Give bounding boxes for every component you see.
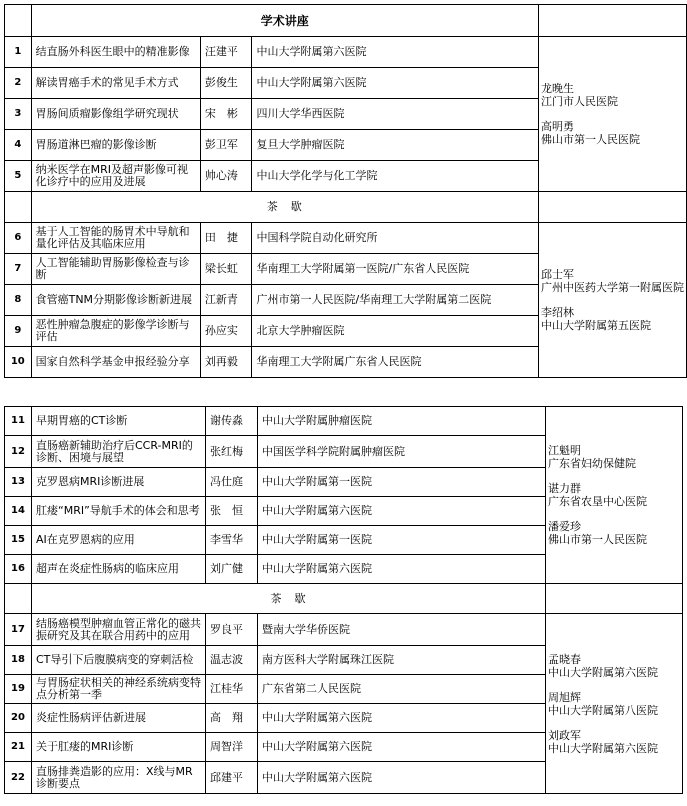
lecture-number: 3 bbox=[5, 99, 32, 130]
tea-break-chair-cell bbox=[546, 584, 683, 614]
chair-institution: 中山大学附属第八医院 bbox=[548, 703, 658, 717]
lecture-number: 5 bbox=[5, 161, 32, 192]
chair bbox=[548, 729, 680, 755]
lecture-number: 4 bbox=[5, 130, 32, 161]
header-chair-cell bbox=[538, 5, 686, 37]
chair-name: 潘爱珍 bbox=[548, 520, 581, 533]
lecture-title: 超声在炎症性肠病的临床应用 bbox=[32, 555, 206, 584]
chair-name: 刘政军 bbox=[548, 728, 581, 742]
lecture-title: 纳米医学在MRI及超声影像可视化诊疗中的应用及进展 bbox=[31, 161, 200, 192]
speaker-name: 孙应实 bbox=[200, 316, 252, 347]
chair bbox=[548, 691, 680, 717]
lecture-number: 9 bbox=[5, 316, 32, 347]
speaker-institution: 中山大学附属第六医院 bbox=[258, 762, 546, 794]
lecture-number: 7 bbox=[5, 254, 32, 285]
chair-institution: 佛山市第一人民医院 bbox=[548, 533, 647, 546]
speaker-institution: 中山大学附属肿瘤医院 bbox=[258, 407, 546, 436]
lecture-title: AI在克罗恩病的应用 bbox=[32, 526, 206, 555]
chair-name: 谌力群 bbox=[548, 482, 581, 495]
speaker-name: 周智洋 bbox=[206, 733, 258, 762]
speaker-institution: 中山大学附属第六医院 bbox=[258, 704, 546, 733]
chair-institution: 中山大学附属第五医院 bbox=[540, 319, 651, 332]
tea-break-number-cell bbox=[5, 584, 32, 614]
lecture-title: 食管癌TNM分期影像诊断新进展 bbox=[31, 285, 200, 316]
lecture-number: 21 bbox=[5, 733, 32, 762]
speaker-institution: 中国医学科学院附属肿瘤医院 bbox=[258, 436, 546, 468]
lecture-number: 17 bbox=[5, 614, 32, 646]
lecture-row bbox=[5, 407, 683, 436]
speaker-name: 江新青 bbox=[200, 285, 252, 316]
speaker-name: 高 翔 bbox=[206, 704, 258, 733]
speaker-institution: 中山大学附属第六医院 bbox=[258, 497, 546, 526]
speaker-name: 冯仕庭 bbox=[206, 468, 258, 497]
chair bbox=[548, 520, 680, 546]
lecture-number: 18 bbox=[5, 646, 32, 675]
lecture-title: 关于肛瘘的MRI诊断 bbox=[32, 733, 206, 762]
speaker-name: 汪建平 bbox=[200, 37, 252, 68]
speaker-institution: 复旦大学肿瘤医院 bbox=[252, 130, 538, 161]
lecture-number: 2 bbox=[5, 68, 32, 99]
chair bbox=[541, 268, 684, 294]
lecture-number: 10 bbox=[5, 347, 32, 378]
lecture-title: 人工智能辅助胃肠影像检查与诊断 bbox=[31, 254, 200, 285]
speaker-institution: 中山大学化学与化工学院 bbox=[252, 161, 538, 192]
lecture-title: 肛瘘“MRI”导航手术的体会和思考 bbox=[32, 497, 206, 526]
speaker-institution: 中山大学附属第六医院 bbox=[252, 37, 538, 68]
lecture-title: 克罗恩病MRI诊断进展 bbox=[32, 468, 206, 497]
speaker-name: 田 捷 bbox=[200, 223, 252, 254]
lecture-row bbox=[5, 223, 687, 254]
tea-break-label: 茶 歇 bbox=[32, 584, 546, 614]
chair-name: 孟晓春 bbox=[548, 652, 581, 666]
lecture-title: CT导引下后腹膜病变的穿刺活检 bbox=[32, 646, 206, 675]
speaker-name: 江桂华 bbox=[206, 675, 258, 704]
chair-institution: 广州中医药大学第一附属医院 bbox=[540, 281, 684, 294]
lecture-number: 8 bbox=[5, 285, 32, 316]
session-chairs bbox=[538, 223, 686, 378]
lecture-title: 解读胃癌手术的常见手术方式 bbox=[31, 68, 200, 99]
speaker-name: 温志波 bbox=[206, 646, 258, 675]
chair bbox=[541, 306, 684, 332]
chair-name: 周旭辉 bbox=[548, 690, 581, 704]
lecture-number: 20 bbox=[5, 704, 32, 733]
chair bbox=[548, 653, 680, 679]
speaker-institution: 中山大学附属第六医院 bbox=[252, 68, 538, 99]
lecture-title: 结肠癌模型肿瘤血管正常化的磁共振研究及其在联合用药中的应用 bbox=[32, 614, 206, 646]
lecture-schedule-table-2 bbox=[4, 406, 683, 794]
speaker-institution: 北京大学肿瘤医院 bbox=[252, 316, 538, 347]
lecture-title: 早期胃癌的CT诊断 bbox=[32, 407, 206, 436]
header-number-cell bbox=[5, 5, 32, 37]
speaker-name: 梁长虹 bbox=[200, 254, 252, 285]
section-header: 学术讲座 bbox=[31, 5, 538, 37]
speaker-name: 刘再毅 bbox=[200, 347, 252, 378]
lecture-title: 胃肠间质瘤影像组学研究现状 bbox=[31, 99, 200, 130]
speaker-institution: 南方医科大学附属珠江医院 bbox=[258, 646, 546, 675]
session-chairs bbox=[546, 614, 683, 794]
tea-break-number-cell bbox=[5, 192, 32, 223]
chair bbox=[541, 82, 684, 108]
speaker-name: 彭卫军 bbox=[200, 130, 252, 161]
schedule-body-2 bbox=[5, 407, 683, 794]
chair-institution: 江门市人民医院 bbox=[540, 95, 618, 108]
speaker-name: 李雪华 bbox=[206, 526, 258, 555]
speaker-institution: 中山大学附属第一医院 bbox=[258, 526, 546, 555]
lecture-title: 国家自然科学基金申报经验分享 bbox=[31, 347, 200, 378]
chair-name: 江魁明 bbox=[548, 444, 581, 457]
tea-break-row bbox=[5, 584, 683, 614]
session-chairs bbox=[538, 37, 686, 192]
lecture-row bbox=[5, 614, 683, 646]
chair bbox=[548, 444, 680, 470]
lecture-title: 结直肠外科医生眼中的精准影像 bbox=[31, 37, 200, 68]
lecture-title: 恶性肿瘤急腹症的影像学诊断与评估 bbox=[31, 316, 200, 347]
speaker-institution: 中山大学附属第六医院 bbox=[258, 555, 546, 584]
chair-institution: 佛山市第一人民医院 bbox=[540, 133, 640, 146]
lecture-number: 19 bbox=[5, 675, 32, 704]
lecture-title: 胃肠道淋巴瘤的影像诊断 bbox=[31, 130, 200, 161]
lecture-title: 基于人工智能的肠胃术中导航和量化评估及其临床应用 bbox=[31, 223, 200, 254]
lecture-title: 炎症性肠病评估新进展 bbox=[32, 704, 206, 733]
speaker-institution: 中国科学院自动化研究所 bbox=[252, 223, 538, 254]
section-header-row bbox=[5, 5, 687, 37]
lecture-number: 16 bbox=[5, 555, 32, 584]
speaker-name: 张红梅 bbox=[206, 436, 258, 468]
speaker-name: 帅心涛 bbox=[200, 161, 252, 192]
lecture-number: 6 bbox=[5, 223, 32, 254]
speaker-name: 罗良平 bbox=[206, 614, 258, 646]
chair-name: 龙晚生 bbox=[540, 82, 574, 95]
chair-institution: 中山大学附属第六医院 bbox=[548, 665, 658, 679]
chair-name: 高明勇 bbox=[540, 120, 574, 133]
chair bbox=[541, 120, 684, 146]
chair-institution: 中山大学附属第六医院 bbox=[548, 741, 658, 755]
speaker-institution: 中山大学附属第六医院 bbox=[258, 733, 546, 762]
lecture-number: 12 bbox=[5, 436, 32, 468]
lecture-schedule-table-1 bbox=[4, 4, 687, 378]
lecture-number: 13 bbox=[5, 468, 32, 497]
speaker-name: 邱建平 bbox=[206, 762, 258, 794]
speaker-name: 宋 彬 bbox=[200, 99, 252, 130]
chair bbox=[548, 482, 680, 508]
chair-name: 邱士军 bbox=[540, 268, 574, 281]
lecture-row bbox=[5, 37, 687, 68]
tea-break-chair-cell bbox=[538, 192, 686, 223]
lecture-number: 1 bbox=[5, 37, 32, 68]
chair-institution: 广东省妇幼保健院 bbox=[548, 457, 636, 470]
lecture-number: 14 bbox=[5, 497, 32, 526]
chair-institution: 广东省农垦中心医院 bbox=[548, 495, 647, 508]
lecture-title: 与胃肠症状相关的神经系统病变特点分析第一季 bbox=[32, 675, 206, 704]
lecture-number: 15 bbox=[5, 526, 32, 555]
tea-break-label: 茶 歇 bbox=[31, 192, 538, 223]
speaker-name: 谢传淼 bbox=[206, 407, 258, 436]
speaker-name: 张 恒 bbox=[206, 497, 258, 526]
speaker-institution: 广州市第一人民医院/华南理工大学附属第二医院 bbox=[252, 285, 538, 316]
schedule-body-1 bbox=[5, 5, 687, 378]
speaker-institution: 暨南大学华侨医院 bbox=[258, 614, 546, 646]
session-chairs bbox=[546, 407, 683, 584]
lecture-title: 直肠排粪造影的应用：X线与MR诊断要点 bbox=[32, 762, 206, 794]
speaker-institution: 中山大学附属第一医院 bbox=[258, 468, 546, 497]
speaker-institution: 华南理工大学附属第一医院/广东省人民医院 bbox=[252, 254, 538, 285]
speaker-name: 刘广健 bbox=[206, 555, 258, 584]
lecture-title: 直肠癌新辅助治疗后CCR-MRI的诊断、困境与展望 bbox=[32, 436, 206, 468]
speaker-institution: 广东省第二人民医院 bbox=[258, 675, 546, 704]
lecture-number: 22 bbox=[5, 762, 32, 794]
speaker-institution: 四川大学华西医院 bbox=[252, 99, 538, 130]
speaker-institution: 华南理工大学附属广东省人民医院 bbox=[252, 347, 538, 378]
speaker-name: 彭俊生 bbox=[200, 68, 252, 99]
chair-name: 李绍林 bbox=[540, 306, 574, 319]
tea-break-row bbox=[5, 192, 687, 223]
lecture-number: 11 bbox=[5, 407, 32, 436]
